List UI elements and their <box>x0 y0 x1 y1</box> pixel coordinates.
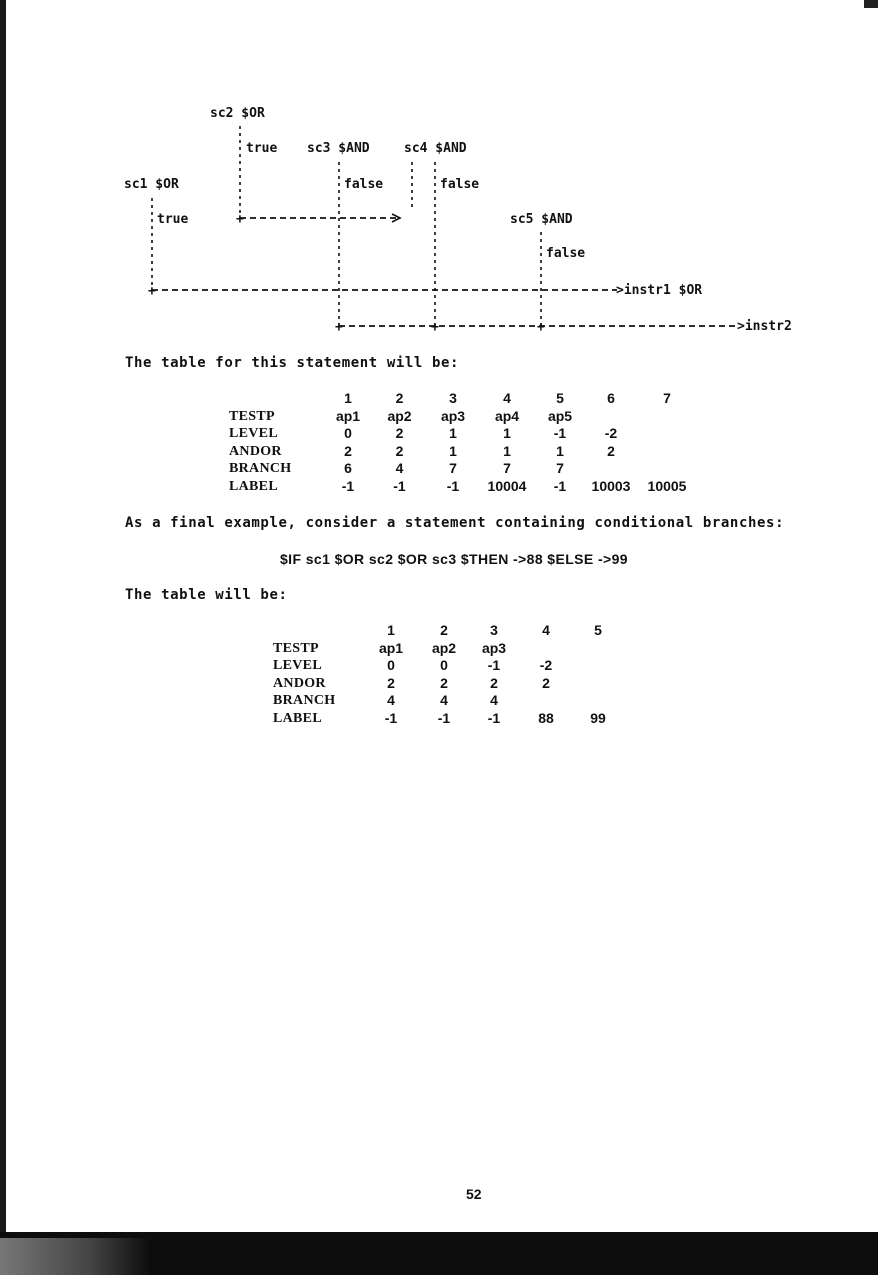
table-cell: -1 <box>487 709 501 726</box>
table-cell <box>637 425 697 443</box>
table-cell: 7 <box>449 460 457 476</box>
table-cell: 7 <box>556 460 564 476</box>
node-sc1: sc1 $OR <box>124 177 179 192</box>
table-cell <box>573 675 623 693</box>
table-cell: 2 <box>395 425 404 441</box>
table-row <box>229 425 697 443</box>
diagram-connectors <box>0 0 878 340</box>
column-header: 6 <box>607 390 615 406</box>
table-cell: -1 <box>384 709 398 726</box>
example-statement: $IF sc1 $OR sc2 $OR sc3 $THEN ->88 $ELSE ->99 <box>280 551 628 567</box>
table-cell: -1 <box>446 477 460 494</box>
target-instr2: >instr2 <box>737 319 792 334</box>
table-cell: 1 <box>449 425 457 441</box>
table-row <box>273 710 623 728</box>
table-cell: -1 <box>341 477 355 494</box>
column-header: 5 <box>594 622 602 638</box>
table-cell: 0 <box>344 425 352 441</box>
table-cell <box>585 408 637 426</box>
row-label: TESTP <box>273 640 319 656</box>
branch-true-sc1: true <box>157 212 189 227</box>
scan-glare <box>0 1238 150 1275</box>
table-header-row <box>229 390 697 408</box>
node-sc3: sc3 $AND <box>307 141 370 156</box>
table-cell: 10004 <box>487 477 527 494</box>
table-cell: 0 <box>440 657 448 673</box>
branch-true-sc2: true <box>246 141 278 156</box>
column-header: 4 <box>542 622 550 638</box>
junction-plus: + <box>431 320 439 335</box>
table-cell: 4 <box>440 692 448 708</box>
table-cell <box>585 460 637 478</box>
table-cell: 6 <box>344 460 352 476</box>
table-cell: 2 <box>490 674 498 691</box>
table-cell <box>637 408 697 426</box>
table-cell: 2 <box>395 442 404 459</box>
table-row <box>229 478 697 496</box>
table-cell: ap1 <box>378 639 404 656</box>
column-header: 7 <box>663 390 671 406</box>
table-cell: 7 <box>503 460 511 476</box>
table-row <box>273 692 623 710</box>
column-header: 1 <box>344 390 352 406</box>
table-cell: 1 <box>556 442 564 459</box>
table-cell <box>573 640 623 658</box>
table-header-row <box>273 622 623 640</box>
branch-false-sc3: false <box>344 177 384 192</box>
node-sc4: sc4 $AND <box>404 141 467 156</box>
row-label: ANDOR <box>229 443 282 459</box>
table-cell: 88 <box>538 709 554 726</box>
table-row <box>229 460 697 478</box>
table-cell: 4 <box>490 692 498 708</box>
column-header: 5 <box>556 390 564 406</box>
junction-plus: + <box>335 320 343 335</box>
column-header: 2 <box>440 622 448 638</box>
table-row <box>229 443 697 461</box>
page-number: 52 <box>466 1186 482 1202</box>
table-row <box>273 640 623 658</box>
table-corner-cell <box>273 622 363 640</box>
table-cell: ap3 <box>481 639 507 656</box>
paragraph-table-intro-2: The table will be: <box>125 587 288 603</box>
junction-plus: + <box>537 320 545 335</box>
table-cell: -1 <box>487 657 501 673</box>
column-header: 2 <box>395 390 404 406</box>
row-label: TESTP <box>229 408 275 424</box>
table-cell <box>637 460 697 478</box>
table-cell <box>637 443 697 461</box>
node-sc2: sc2 $OR <box>210 106 265 121</box>
table-row <box>273 675 623 693</box>
table-cell: ap5 <box>547 407 573 424</box>
table-cell: 2 <box>542 674 550 691</box>
node-sc5: sc5 $AND <box>510 212 573 227</box>
table-cell <box>573 657 623 675</box>
table-corner-cell <box>229 390 324 408</box>
branch-false-sc5: false <box>546 246 586 261</box>
table-cell: 4 <box>395 460 404 476</box>
junction-plus: + <box>148 284 156 299</box>
table-cell: 2 <box>440 674 448 691</box>
branch-table-2 <box>273 622 623 727</box>
row-label: LABEL <box>273 710 322 726</box>
row-label: ANDOR <box>273 675 326 691</box>
table-cell: ap2 <box>387 407 412 424</box>
table-cell: 4 <box>387 692 395 708</box>
table-cell: 1 <box>503 425 511 441</box>
column-header: 4 <box>503 390 511 406</box>
table-cell: 0 <box>387 657 395 673</box>
table-cell: 2 <box>387 674 395 691</box>
table-row <box>273 657 623 675</box>
table-cell: -1 <box>393 477 406 494</box>
junction-plus: + <box>236 212 244 227</box>
table-cell <box>573 692 623 710</box>
table-row <box>229 408 697 426</box>
table-cell: 10005 <box>647 477 687 494</box>
row-label: BRANCH <box>273 693 336 708</box>
table-cell: -1 <box>553 425 567 441</box>
paragraph-table-intro: The table for this statement will be: <box>125 355 460 371</box>
column-header: 3 <box>490 622 498 638</box>
row-label: LABEL <box>229 478 278 494</box>
table-cell: ap2 <box>431 639 457 656</box>
row-label: LEVEL <box>229 426 278 441</box>
paragraph-final-example: As a final example, consider a statement containing conditional branches: <box>125 515 785 531</box>
table-cell: -2 <box>604 425 618 441</box>
table-cell: ap1 <box>335 407 361 424</box>
table-cell <box>519 692 573 710</box>
table-cell: 10003 <box>591 477 631 494</box>
target-instr1: >instr1 $OR <box>616 283 703 298</box>
column-header: 1 <box>387 622 395 638</box>
table-cell: -1 <box>553 477 567 494</box>
row-label: BRANCH <box>229 461 292 476</box>
table-cell: 2 <box>607 442 615 459</box>
table-cell: 2 <box>344 442 352 459</box>
row-label: LEVEL <box>273 658 322 673</box>
table-cell: ap3 <box>440 407 466 424</box>
table-cell <box>519 640 573 658</box>
table-cell: -1 <box>437 709 451 726</box>
table-cell: 99 <box>590 709 606 726</box>
table-cell: -2 <box>539 657 553 673</box>
branch-table-1 <box>229 390 697 495</box>
table-cell: ap4 <box>494 407 520 424</box>
table-cell: 1 <box>503 442 511 459</box>
table-cell: 1 <box>449 442 457 459</box>
column-header: 3 <box>449 390 457 406</box>
branch-false-sc4: false <box>440 177 480 192</box>
